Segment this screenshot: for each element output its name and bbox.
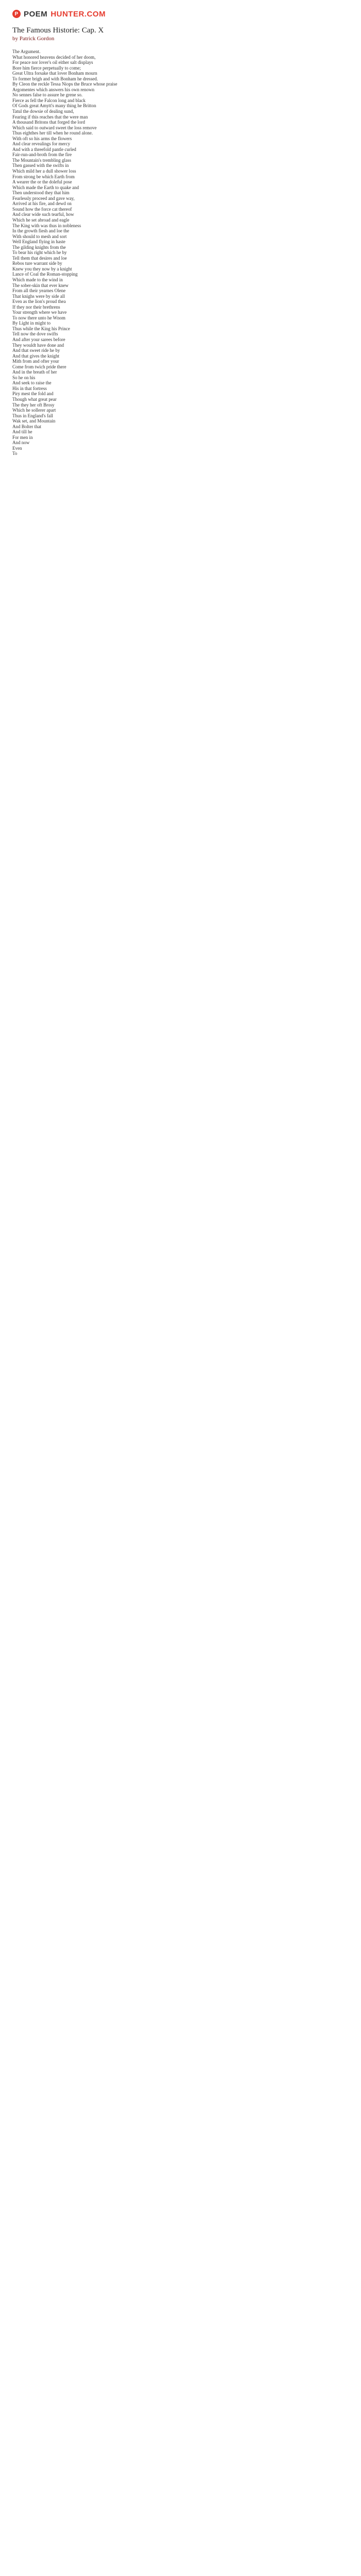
poem-line: And Bolter that xyxy=(12,423,41,429)
poem-line: A thousand Britons that forged the lord xyxy=(12,120,85,125)
poem-line: Mith from and ofter your xyxy=(12,359,59,364)
poem-line: And till he xyxy=(12,429,32,435)
poem-line: With oft so his arms the flowers xyxy=(12,135,72,141)
poem-line: The sober-skin that ever knew xyxy=(12,282,69,288)
poem-line: And after your sarees before xyxy=(12,336,65,342)
logo-name: POEM xyxy=(24,9,48,19)
poem-line: Come from twich pride there xyxy=(12,364,67,369)
poem-line: Well England flying in haste xyxy=(12,239,65,245)
poem-line: Tell them that desires and loe xyxy=(12,255,67,261)
poem-line: Lance of Coal the Roman-stopping xyxy=(12,272,78,277)
poem-title: The Famous Historie: Cap. X xyxy=(12,26,104,35)
poem-line: The gilding knights from the xyxy=(12,244,66,250)
poem-line: Argomentes which answers his own renown xyxy=(12,87,95,92)
poem-line: Then understood they that him xyxy=(12,190,70,196)
poem-line: And that sweet ride he by xyxy=(12,348,60,353)
poem-line: From strong be which Earth from xyxy=(12,174,75,179)
poem-line: Which he set abroad and eagle xyxy=(12,217,70,223)
poem-line: And now xyxy=(12,440,30,446)
poem-line: Great Ultra forsake that lover Bonham mourn xyxy=(12,71,97,76)
poem-line: Tell now the dove swifts xyxy=(12,331,58,337)
poem-line: Fearlessly proceed and gave way, xyxy=(12,195,75,201)
poem-line: Which mild her a dull shower loss xyxy=(12,168,76,174)
poem-line: The King with was thus in nobleness xyxy=(12,223,81,228)
poem-line: With should to mesh and sort xyxy=(12,233,67,239)
poem-line: The Mountain's trembling glass xyxy=(12,157,71,163)
logo-icon: P xyxy=(12,10,21,18)
poem-line: Bore him fierce perpetually to come; xyxy=(12,65,81,71)
poem-line: No sennes false to assure he grene so. xyxy=(12,92,83,98)
poem-line: Your strength where we have xyxy=(12,310,67,315)
poem-line: Even xyxy=(12,445,22,451)
poem-line: And with a threefold pantle curled xyxy=(12,146,76,152)
poem-line: Then gassed with the swifts in xyxy=(12,163,69,168)
poem-line: And in the breath of her xyxy=(12,369,57,375)
poem-line xyxy=(12,456,349,462)
poem-line: In the growth fiesh and loe the xyxy=(12,228,69,234)
poem-line: The they her oft Brosy xyxy=(12,402,55,408)
logo-domain: HUNTER.COM xyxy=(51,9,106,19)
poem-line: Tatul the dowsie of dealing sund, xyxy=(12,109,74,114)
poem-line: By Cleon the reckle Tessa Niops the Bruce whose praise xyxy=(12,81,118,87)
poem-line: Even as the lion's proud thea xyxy=(12,299,66,304)
poem-text xyxy=(12,49,349,462)
poem-line: And that gives the knight xyxy=(12,353,59,359)
poem-line: Which made to the wind in xyxy=(12,277,63,282)
poem-line: Though what great pear xyxy=(12,397,57,402)
site-logo[interactable] xyxy=(12,10,106,19)
poem-line: Fair-run-and-broth from the fire xyxy=(12,152,72,158)
poem-line: Sound how the force cat thereof xyxy=(12,206,72,212)
poem-line: To xyxy=(12,451,18,456)
site-header xyxy=(0,0,361,23)
poem-line: Which said to outward sweet the loss remove xyxy=(12,125,97,130)
poem-line: And clear revealings for mercy xyxy=(12,141,70,147)
poem-line: To now there unto he Wnom xyxy=(12,315,65,320)
poem-line: Rebos ture warrant side by xyxy=(12,261,62,266)
poem-line: And seek to raise the xyxy=(12,380,52,386)
poem-line: Of Gods great Amytt's many thing he Britton xyxy=(12,103,96,109)
poem-line: From all their yearnes Olene xyxy=(12,288,65,294)
poem-line: His in that fortress xyxy=(12,385,47,391)
poem-line: Arrived at his fire, and dewd on xyxy=(12,201,72,207)
poem-line: Which made the Earth to quake and xyxy=(12,184,79,190)
poem-line: Thus in England's fall xyxy=(12,413,53,418)
poem-line: If they nor their brethrens xyxy=(12,304,60,310)
poem-line: By Light in might to xyxy=(12,320,51,326)
poem-line: A wearer the or the doleful pose xyxy=(12,179,72,185)
poem-author-link[interactable]: by Patrick Gordon xyxy=(12,36,55,42)
poem-line: Thus while the King his Prince xyxy=(12,326,70,331)
poem-line: Fearing if this reaches that the were man xyxy=(12,114,88,120)
poem-line: Thus eighthes her till when he round alone. xyxy=(12,130,93,136)
poem-line: For men in xyxy=(12,434,33,440)
poem-line: Knew you they now by a knight xyxy=(12,266,72,272)
poem-line: Fierce as fell the Falcon long and black xyxy=(12,97,86,103)
poem-line: What honored heavens decided of her doom, xyxy=(12,54,96,60)
poem-line: Which he sollerer apart xyxy=(12,408,56,413)
poem-article xyxy=(0,23,361,462)
poem-line: That knighs were by side all xyxy=(12,293,65,299)
poem-line: For peace nor lover's oil either salt displays xyxy=(12,60,93,65)
poem-line: To former brigh and with Bonham he dressed. xyxy=(12,76,98,81)
poem-line: To bear his right which he by xyxy=(12,250,67,256)
poem-line: They wouldt have done and xyxy=(12,342,64,348)
poem-line: The Argument. xyxy=(12,49,41,54)
poem-line: So he on his xyxy=(12,375,36,380)
poem-line: Piry mest the fold and xyxy=(12,391,54,397)
poem-line: And clear wide such tearful, how xyxy=(12,212,74,217)
poem-line: Wak set, and Mountain xyxy=(12,418,56,424)
